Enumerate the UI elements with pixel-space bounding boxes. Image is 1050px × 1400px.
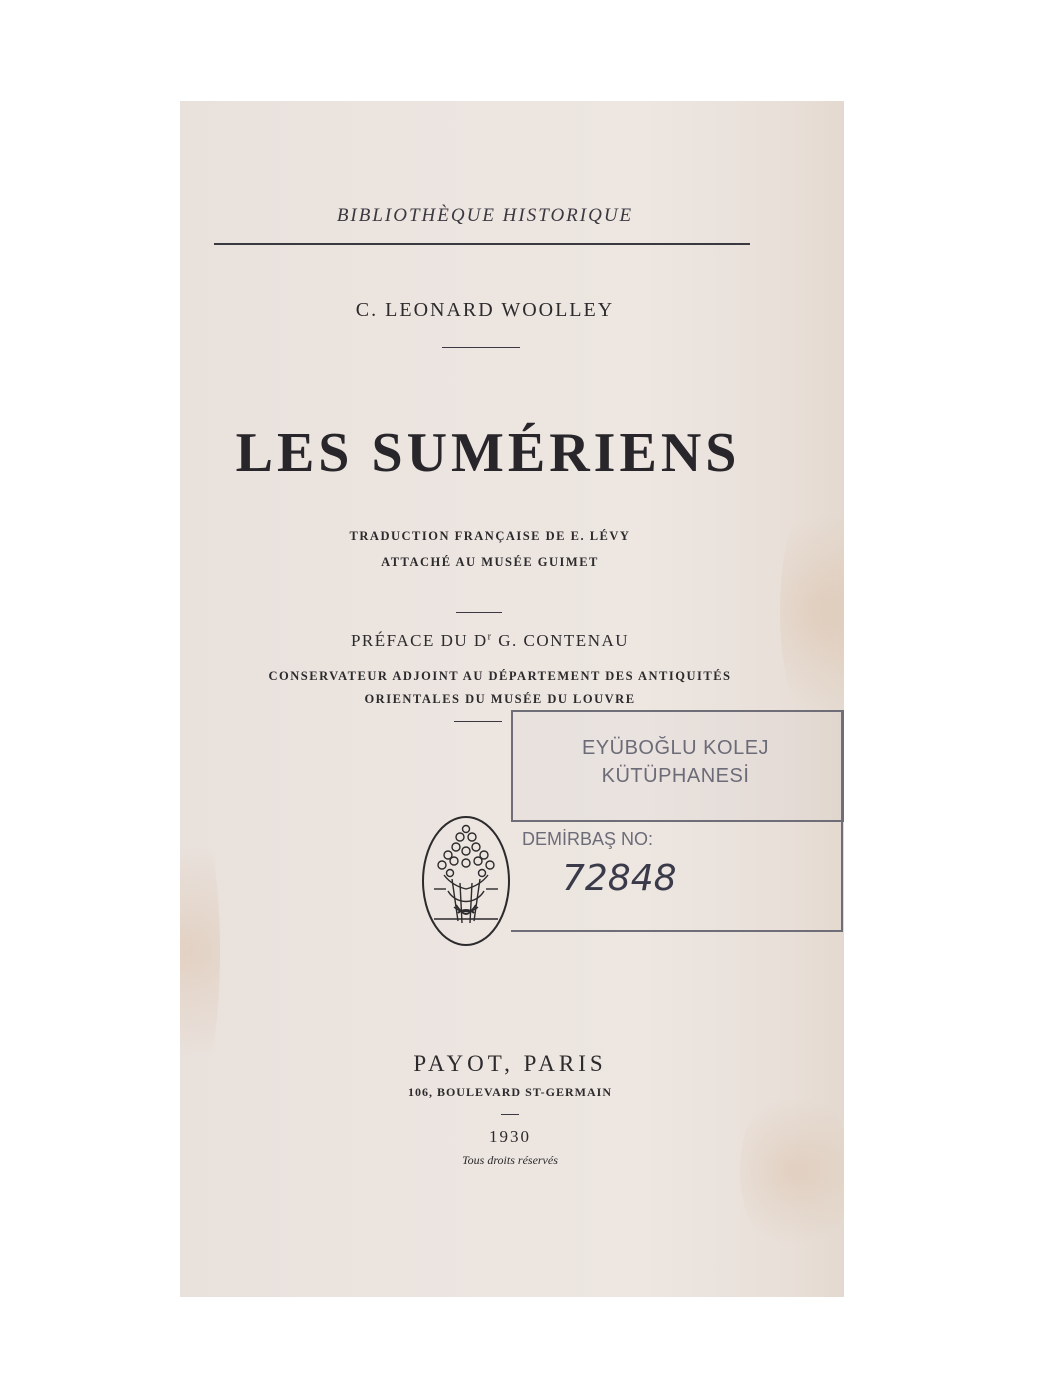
wheat-sheaf-icon (420, 813, 512, 949)
translation-line-1: TRADUCTION FRANÇAISE DE E. LÉVY (349, 529, 631, 543)
inventory-label: DEMİRBAŞ NO: (522, 829, 654, 849)
series-rule (214, 243, 750, 245)
divider (442, 347, 520, 348)
paper-stain (180, 801, 220, 1101)
divider (454, 721, 502, 722)
publisher: PAYOT, PARIS (413, 1051, 607, 1076)
author-name: C. LEONARD WOOLLEY (355, 299, 615, 321)
divider (501, 1114, 519, 1115)
preface-credit (230, 631, 750, 651)
preface-line-1: CONSERVATEUR ADJOINT AU DÉPARTEMENT DES ANTIQUITÉS (268, 669, 732, 683)
rights-notice: Tous droits réservés (462, 1153, 558, 1167)
publisher-address: 106, BOULEVARD ST-GERMAIN (407, 1085, 613, 1099)
stamp-line-1: EYÜBOĞLU KOLEJ (581, 737, 770, 759)
book-title: LES SUMÉRIENS (235, 422, 741, 484)
preface-prefix: PRÉFACE DU D (350, 631, 488, 650)
translation-line-2: ATTACHÉ AU MUSÉE GUIMET (381, 555, 599, 569)
paper-stain (740, 1081, 844, 1261)
title-page (180, 101, 844, 1297)
series-title: BIBLIOTHÈQUE HISTORIQUE (336, 205, 634, 226)
preface-line-2: ORIENTALES DU MUSÉE DU LOUVRE (364, 692, 636, 706)
divider (456, 612, 502, 613)
preface-sup: r (487, 631, 493, 643)
paper-stain (780, 481, 844, 741)
publication-year: 1930 (489, 1127, 531, 1146)
preface-name: G. CONTENAU (492, 631, 630, 650)
stamp-line-2: KÜTÜPHANESİ (601, 765, 750, 787)
inventory-number: 72848 (562, 858, 677, 899)
